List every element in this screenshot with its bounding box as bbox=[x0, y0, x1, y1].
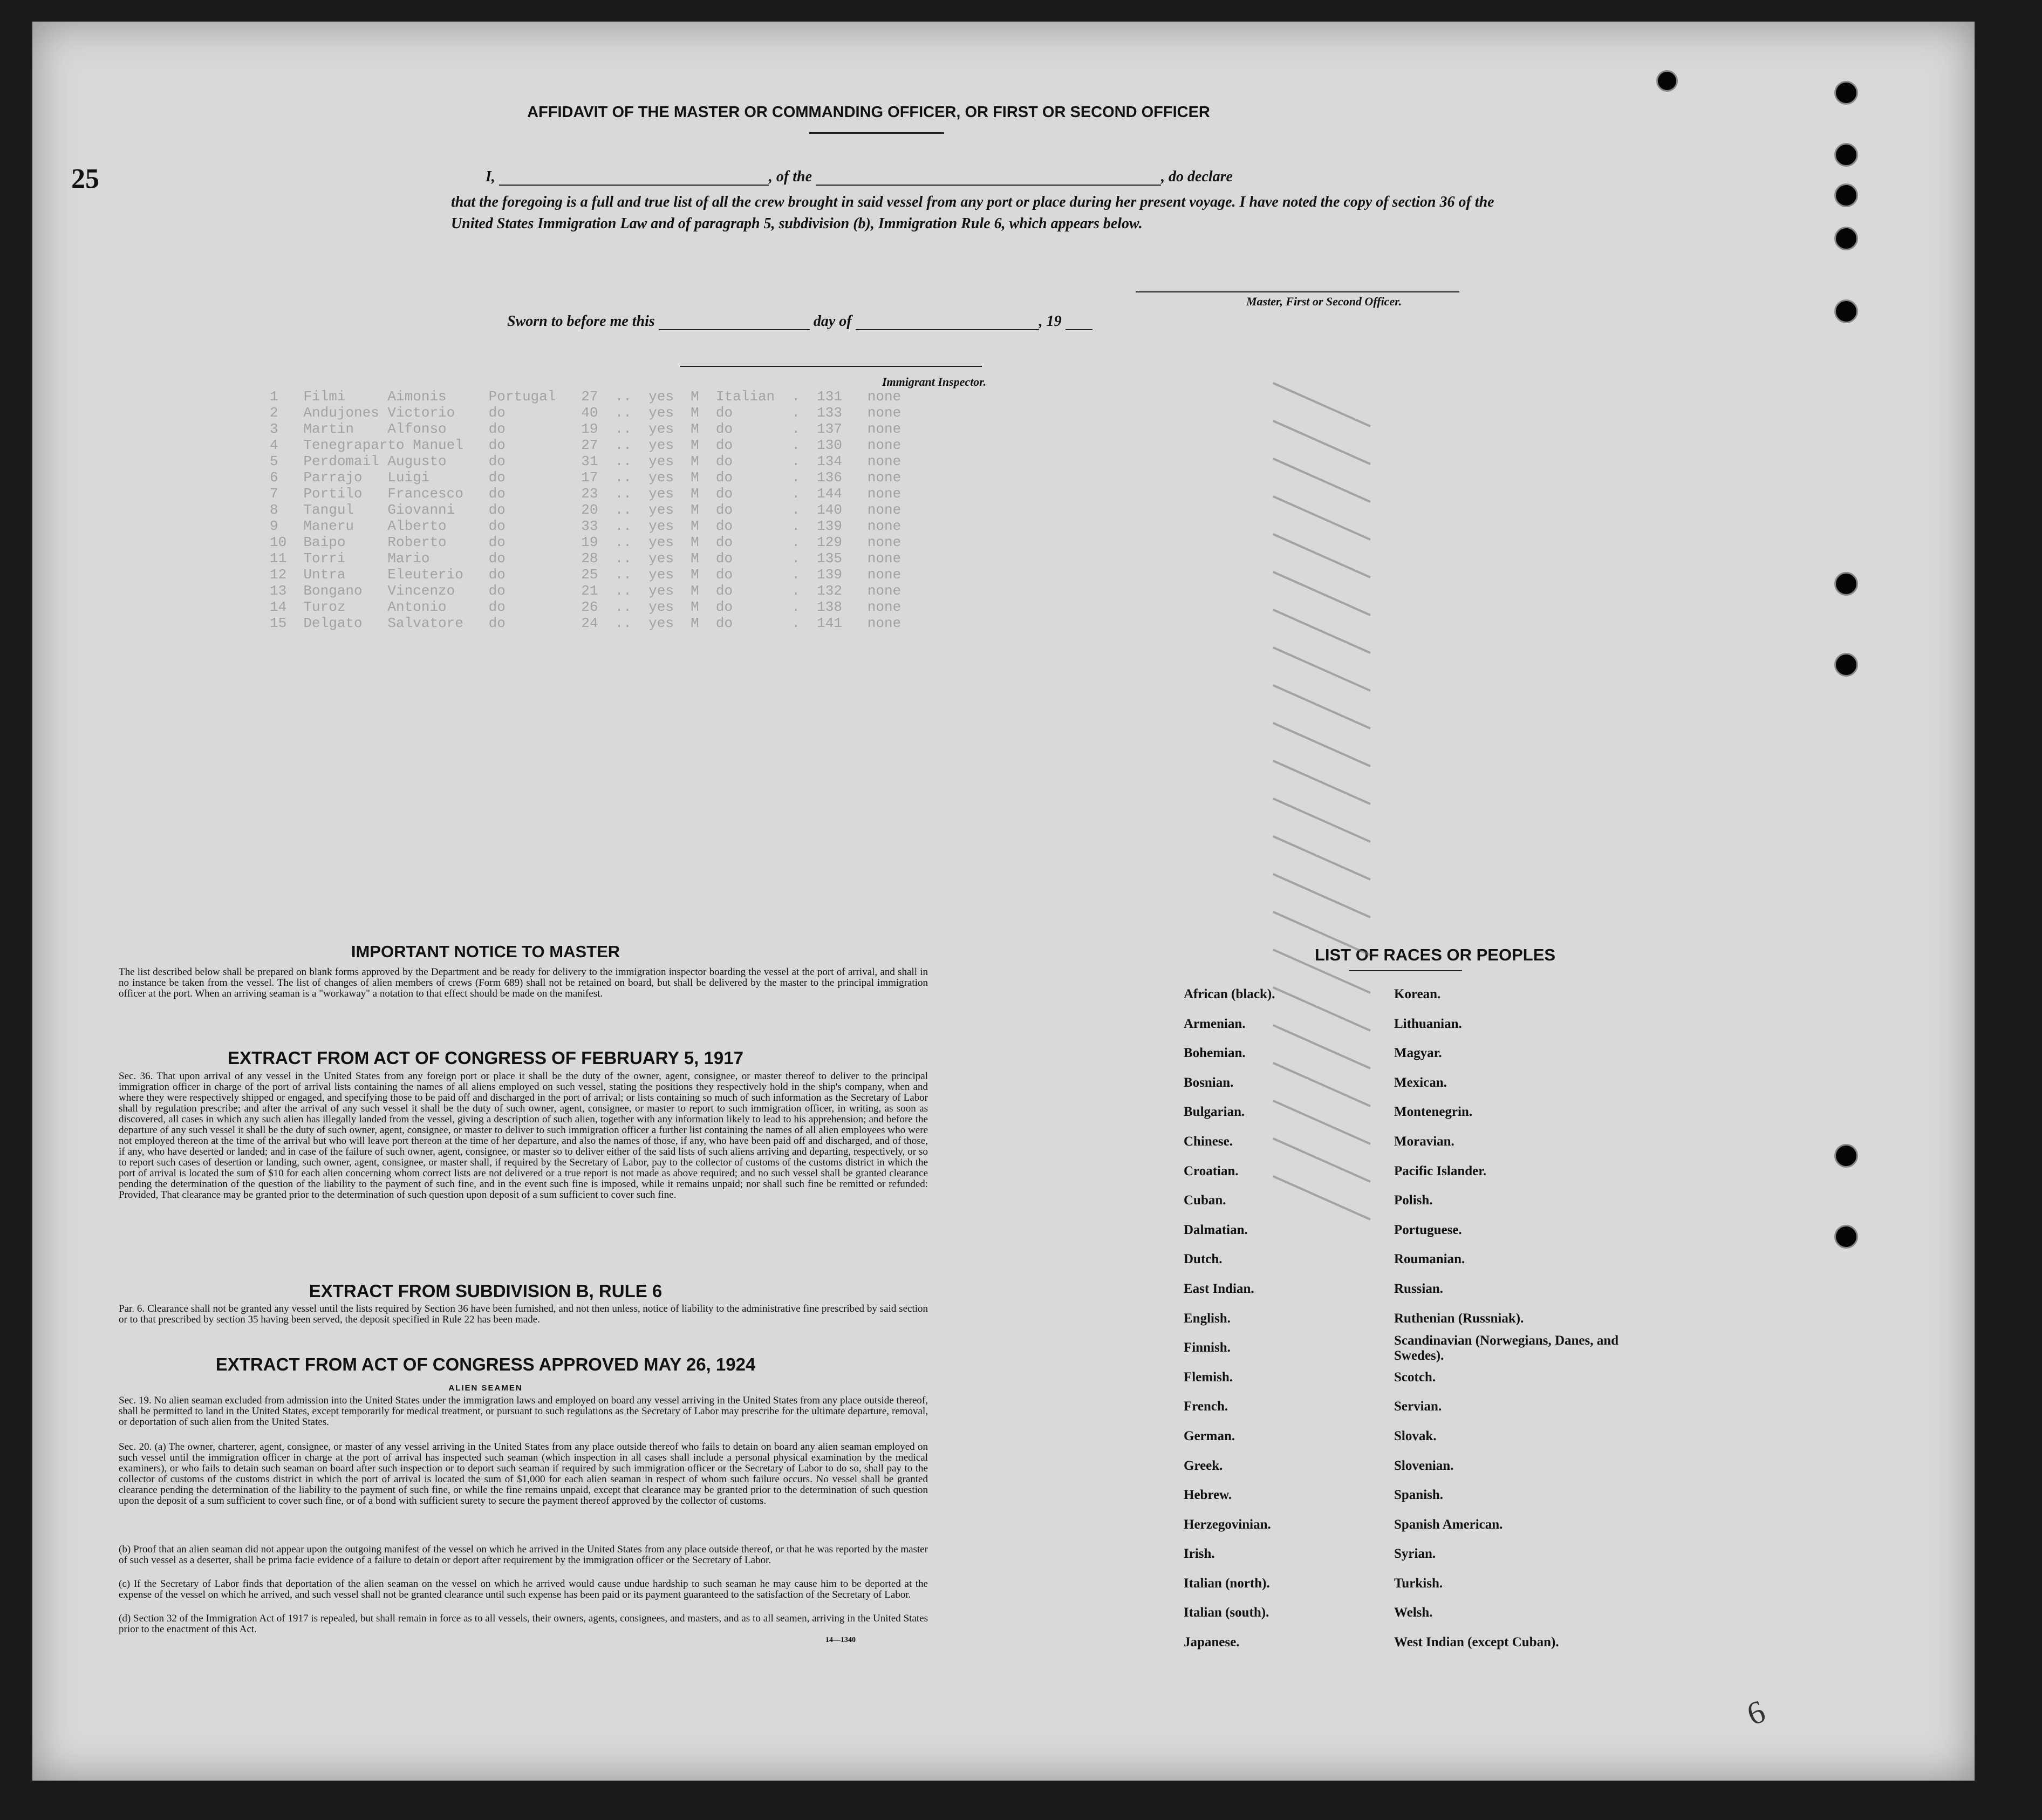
binder-hole bbox=[1834, 227, 1858, 250]
binder-hole bbox=[1834, 81, 1858, 105]
race-item: Finnish. bbox=[1184, 1340, 1231, 1355]
race-item: Russian. bbox=[1394, 1281, 1444, 1296]
race-item: Spanish. bbox=[1394, 1488, 1444, 1503]
notice-title: IMPORTANT NOTICE TO MASTER bbox=[351, 942, 620, 961]
of-the-label: , of the bbox=[768, 168, 812, 185]
races-title: LIST OF RACES OR PEOPLES bbox=[1314, 945, 1556, 964]
extract-1924-sec19: Sec. 19. No alien seaman excluded from admission into the United States under the immigration laws and employed on board any vessel arriving in the United States from any place outside thereof, shall be permitted to land in the United States, except temporarily for medical treatment, or pursuant to such regulations as the Secretary of Labor may prescribe for the ultimate departure, removal, or deportation of such alien from the United States. bbox=[119, 1395, 928, 1428]
race-item: Montenegrin. bbox=[1394, 1105, 1473, 1120]
race-item: Croatian. bbox=[1184, 1163, 1239, 1178]
sworn-year-field[interactable] bbox=[1066, 316, 1092, 330]
sworn-month-field[interactable] bbox=[856, 316, 1039, 330]
extract-rule6-title: EXTRACT FROM SUBDIVISION B, RULE 6 bbox=[309, 1281, 663, 1301]
extract-rule6-text: Par. 6. Clearance shall not be granted any vessel until the lists required by Section 36 have been furnished, and not then unless, notice of liability to the administrative fine prescribed by said section or to that prescribed by section 35 having been served, the deposit specified in Rule 22 has been made. bbox=[119, 1303, 928, 1325]
inspector-signature-line[interactable] bbox=[680, 366, 982, 367]
race-item: German. bbox=[1184, 1428, 1235, 1443]
race-item: Bohemian. bbox=[1184, 1046, 1246, 1061]
declarant-i-label: I, bbox=[486, 168, 495, 185]
race-item: French. bbox=[1184, 1399, 1228, 1414]
year-label: , 19 bbox=[1039, 313, 1062, 330]
binder-hole bbox=[1834, 653, 1858, 677]
binder-hole bbox=[1834, 299, 1858, 323]
race-item: Polish. bbox=[1394, 1193, 1433, 1208]
extract-1924-sec20c: (c) If the Secretary of Labor finds that deportation of the alien seaman on the vessel on which he arrived would cause undue hardship to such seaman he may cause him to be deported at the expense of the vessel on which he arrived, and such vessel shall not be granted clearance until such expense has been paid or its payment guaranteed to the satisfaction of the Secretary of Labor. bbox=[119, 1578, 928, 1600]
race-item: Herzegovinian. bbox=[1184, 1517, 1271, 1532]
extract-1917-title: EXTRACT FROM ACT OF CONGRESS OF FEBRUARY 5, 1917 bbox=[228, 1048, 743, 1068]
extract-1924-sec20d: (d) Section 32 of the Immigration Act of 1917 is repealed, but shall remain in force as to all vessels, their owners, agents, consignees, and masters, and as to all seamen, arriving in the United States prior to the enactment of this Act. bbox=[119, 1613, 928, 1635]
binder-hole bbox=[1834, 183, 1858, 207]
race-item: Mexican. bbox=[1394, 1075, 1447, 1090]
sworn-line bbox=[507, 313, 1092, 330]
race-item: Italian (north). bbox=[1184, 1576, 1270, 1591]
declarant-name-field[interactable] bbox=[499, 172, 769, 186]
binder-hole bbox=[1834, 143, 1858, 167]
officer-signature-label: Master, First or Second Officer. bbox=[1246, 295, 1402, 308]
pencil-check-marks bbox=[1208, 367, 1435, 1392]
race-item: Armenian. bbox=[1184, 1016, 1246, 1031]
race-item: Irish. bbox=[1184, 1546, 1215, 1562]
title-underline bbox=[809, 132, 944, 134]
race-item: East Indian. bbox=[1184, 1281, 1254, 1296]
notice-text: The list described below shall be prepared on blank forms approved by the Department and be ready for delivery to the immigration inspector boarding the vessel at the port of arrival, and shall in no instance be taken from the vessel. The list of changes of alien members of crews (Form 689) shall not be retained on board, but shall be delivered by the master to the principal immigration officer at the port. When an arriving seaman is a "workaway" a notation to that effect should be made on the manifest. bbox=[119, 966, 928, 999]
race-item: Pacific Islander. bbox=[1394, 1163, 1487, 1178]
race-item: Italian (south). bbox=[1184, 1605, 1269, 1620]
document-sheet bbox=[32, 22, 1975, 1781]
extract-1924-subtitle: ALIEN SEAMEN bbox=[448, 1383, 523, 1393]
race-item: Dalmatian. bbox=[1184, 1222, 1248, 1237]
race-item: Ruthenian (Russniak). bbox=[1394, 1311, 1524, 1326]
inspector-signature-label: Immigrant Inspector. bbox=[882, 375, 987, 388]
race-item: Cuban. bbox=[1184, 1193, 1226, 1208]
race-item: Slovenian. bbox=[1394, 1458, 1454, 1473]
race-item: Chinese. bbox=[1184, 1134, 1233, 1149]
race-item: Greek. bbox=[1184, 1458, 1223, 1473]
race-item: Korean. bbox=[1394, 987, 1441, 1001]
race-item: Scotch. bbox=[1394, 1369, 1436, 1385]
race-item: Dutch. bbox=[1184, 1252, 1223, 1267]
race-item: West Indian (except Cuban). bbox=[1394, 1635, 1559, 1650]
race-item: Lithuanian. bbox=[1394, 1016, 1462, 1031]
extract-1924-sec20a: Sec. 20. (a) The owner, charterer, agent, consignee, or master of any vessel arriving in the United States from any place outside thereof who fails to detain on board any alien seaman employed on such vessel until the immigration officer in charge at the port of arrival has inspected such seaman (which inspection in all cases shall include a personal physical examination by the medical examiners), or who fails to detain such seaman on board after such inspection or to deport such seaman if required by such immigration officer or the Secretary of Labor to do so, shall pay to the collector of customs of the customs district in which the port of arrival is located the sum of $1,000 for each alien seaman in respect of whom such failure occurs. No vessel shall be granted clearance pending the determination of the liability to the payment of such fine, or while the fine remains unpaid, except that clearance may be granted prior to the determination of such question upon the deposit of a sum sufficient to cover such fine, or of a bond with sufficient surety to secure the payment thereof approved by the collector of customs. bbox=[119, 1441, 928, 1507]
race-item: English. bbox=[1184, 1311, 1231, 1326]
race-item: Roumanian. bbox=[1394, 1252, 1465, 1267]
race-item: Spanish American. bbox=[1394, 1517, 1503, 1532]
sworn-label: Sworn to before me this bbox=[507, 313, 655, 330]
extract-1924-sec20b: (b) Proof that an alien seaman did not appear upon the outgoing manifest of the vessel on which he arrived in the United States from any place outside thereof, or that he was reported by the master of such vessel as a deserter, shall be prima facie evidence of a failure to detain or deport after requirement by the immigration officer or the Secretary of Labor. bbox=[119, 1544, 928, 1566]
margin-pencil-mark: 6 bbox=[1742, 1693, 1770, 1733]
race-item: Japanese. bbox=[1184, 1635, 1240, 1650]
declaration-body: that the foregoing is a full and true list of all the crew brought in said vessel from any port or place during her present voyage. I have noted the copy of section 36 of the United States Immigration Law and of paragraph 5, subdivision (b), Immigration Rule 6, which appears below. bbox=[451, 194, 1494, 232]
race-item: Turkish. bbox=[1394, 1576, 1443, 1591]
binder-hole bbox=[1834, 1225, 1858, 1249]
race-item: Moravian. bbox=[1394, 1134, 1454, 1149]
race-item: Welsh. bbox=[1394, 1605, 1433, 1620]
race-item: Bosnian. bbox=[1184, 1075, 1234, 1090]
affidavit-title: AFFIDAVIT OF THE MASTER OR COMMANDING OFFICER, OR FIRST OR SECOND OFFICER bbox=[527, 104, 1210, 121]
extract-1917-text: Sec. 36. That upon arrival of any vessel in the United States from any foreign port or place it shall be the duty of the owner, agent, consignee, or master thereof to deliver to the principal immigration officer in charge of the port of arrival lists containing the names of all aliens employed on such vessel, stating the positions they respectively hold in the ship's company, when and where they were respectively shipped or engaged, and specifying those to be paid off and discharged in the port of arrival; or lists containing so much of such information as the Secretary of Labor shall by regulation prescribe; and after the arrival of any such vessel it shall be the duty of such owner, agent, consignee, or master to report to such immigration officer, in writing, as soon as discovered, all cases in which any such alien has illegally landed from the vessel, giving a description of such alien, together with any information likely to lead to his apprehension; and before the departure of any such vessel it shall be the duty of such owner, agent, consignee, or master to deliver to such immigration officer a further list containing the names of all alien employees who were not employed thereon at the time of the arrival but who will leave port thereon at the time of her departure, and also the names of those, if any, who have been paid off and discharged, and of those, if any, who have deserted or landed; and in case of the failure of such owner, agent, consignee, or master so to deliver either of the said lists of such aliens arriving and departing, respectively, or so to report such cases of desertion or landing, such owner, agent, consignee, or master shall, if required by the Secretary of Labor, pay to the collector of customs of the customs district in which the port of arrival is located the sum of $10 for each alien concerning whom correct lists are not delivered or a true report is not made as above required; and no such vessel shall be granted clearance pending the determination of the question of the liability to the payment of such fine, and in the event such fine is imposed, while it remains unpaid; nor shall such fine be remitted or refunded: Provided, That clearance may be granted prior to the determination of such question upon deposit of a sum sufficient to cover such fine. bbox=[119, 1071, 928, 1201]
race-item: Slovak. bbox=[1394, 1428, 1437, 1443]
bleed-through-manifest: 1 Filmi Aimonis Portugal 27 .. yes M Italian . 131 none 2 Andujones Victorio do 40 .. yes M do . 133 none 3 Martin Alfonso do 19 .. yes M do . 137 none 4 Tenegraparto Manuel do 27 .. yes M do . 130 none 5 Perdomail Augusto do 31 .. yes M do . 134 none 6 Parrajo Luigi do 17 .. yes M do . 136 none 7 Portilo Francesco do 23 .. yes M do . 144 none 8 Tangul Giovanni do 20 .. yes M do . 140 none 9 Maneru Alberto do 33 .. yes M do . 139 none 10 Baipo Roberto do 19 .. yes M do . 129 none 11 Torri Mario do 28 .. yes M do . 135 none 12 Untra Eleuterio do 25 .. yes M do . 139 none 13 Bongano Vincenzo do 21 .. yes M do . 132 none 14 Turoz Antonio do 26 .. yes M do . 138 none 15 Delgato Salvatore do 24 .. yes M do . 141 none bbox=[270, 388, 902, 631]
race-item: Flemish. bbox=[1184, 1369, 1233, 1385]
form-number: 14—1340 bbox=[825, 1636, 856, 1644]
race-item: Magyar. bbox=[1394, 1046, 1442, 1061]
race-item: African (black). bbox=[1184, 987, 1275, 1001]
do-declare-label: , do declare bbox=[1161, 168, 1233, 185]
race-item: Servian. bbox=[1394, 1399, 1442, 1414]
race-item: Syrian. bbox=[1394, 1546, 1436, 1562]
binder-hole bbox=[1656, 70, 1678, 92]
race-item: Bulgarian. bbox=[1184, 1105, 1245, 1120]
margin-page-number: 25 bbox=[71, 163, 99, 194]
sworn-day-field[interactable] bbox=[659, 316, 810, 330]
race-item: Scandinavian (Norwegians, Danes, and Swedes). bbox=[1394, 1333, 1619, 1364]
race-item: Portuguese. bbox=[1394, 1222, 1462, 1237]
extract-1924-title: EXTRACT FROM ACT OF CONGRESS APPROVED MAY 26, 1924 bbox=[215, 1354, 756, 1374]
race-item: Hebrew. bbox=[1184, 1488, 1232, 1503]
officer-signature-line[interactable] bbox=[1136, 291, 1459, 292]
binder-hole bbox=[1834, 1144, 1858, 1168]
binder-hole bbox=[1834, 572, 1858, 596]
declaration-line bbox=[486, 168, 1233, 186]
day-of-label: day of bbox=[813, 313, 852, 330]
vessel-name-field[interactable] bbox=[816, 172, 1161, 186]
